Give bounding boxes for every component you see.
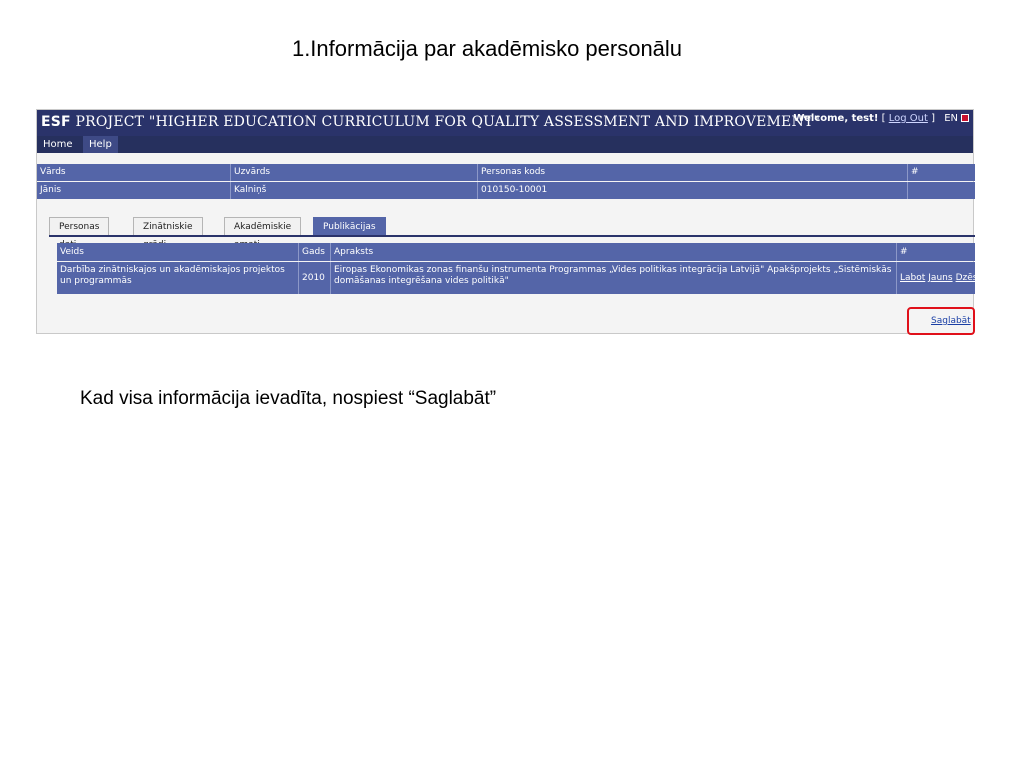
welcome-text: Welcome, test!: [793, 113, 879, 124]
column-header-apraksts: Apraksts: [331, 243, 897, 261]
column-header-vards: Vārds: [37, 164, 231, 181]
edit-link[interactable]: Labot: [900, 273, 926, 283]
nav-help[interactable]: Help: [83, 136, 118, 153]
delete-link[interactable]: Dzēs: [955, 273, 978, 283]
slide-title: [0, 36, 1024, 62]
publications-header: [57, 243, 975, 261]
column-header-actions: #: [900, 247, 908, 257]
bracket-close: ]: [927, 113, 935, 124]
tab-zinatniskie-gradi[interactable]: Zinātniskie: [133, 217, 203, 235]
column-header-veids: Veids: [57, 243, 299, 261]
cell-uzvards: Kalniņš: [231, 182, 478, 199]
table-row: [57, 262, 978, 294]
column-header-personas-kods: Personas kods: [478, 164, 908, 181]
cell-gads: 2010: [299, 262, 331, 294]
cell-personas-kods: 010150-10001: [478, 182, 908, 199]
person-table-header: [37, 164, 975, 181]
save-area: [907, 307, 975, 335]
tab-personas-dati[interactable]: Personas: [49, 217, 109, 235]
slide-caption: Kad visa informācija ievadīta, nospiest “Saglabāt”: [80, 388, 497, 409]
cell-hash: [908, 182, 975, 199]
column-header-uzvards: Uzvārds: [231, 164, 478, 181]
esf-logo-text: ESF: [41, 114, 71, 130]
cell-apraksts: Eiropas Ekonomikas zonas finanšu instrumenta Programmas „Vides politikas integrācija Latvijā" Apakšprojekts „Sistēmiskās domāšanas integrēšana vides politikā": [331, 262, 897, 294]
tab-publikacijas[interactable]: Publikācijas: [313, 217, 386, 235]
cell-vards: Jānis: [37, 182, 231, 199]
welcome-area: [793, 113, 969, 124]
tab-akademiskie-amati[interactable]: Akadēmiskie: [224, 217, 301, 235]
app-window: [36, 109, 978, 334]
project-title: [41, 114, 820, 130]
bracket-open: [: [878, 113, 889, 124]
column-header-hash: #: [911, 167, 919, 177]
column-header-gads: Gads: [299, 243, 331, 261]
main-nav: [37, 136, 973, 153]
nav-home[interactable]: Home: [37, 136, 79, 153]
slide-title-text: 1.Informācija par akadēmisko personālu: [291, 36, 683, 61]
project-title-text: PROJECT "HIGHER EDUCATION CURRICULUM FOR QUALITY ASSESSMENT AND IMPROVEMENT": [70, 114, 821, 130]
new-link[interactable]: Jauns: [928, 273, 953, 283]
save-link[interactable]: Saglabāt: [931, 316, 971, 326]
cell-veids: Darbība zinātniskajos un akadēmiskajos projektos un programmās: [57, 262, 299, 294]
uk-flag-icon[interactable]: [961, 114, 969, 122]
person-table-row: [37, 182, 975, 199]
tab-underline: [49, 235, 975, 237]
header-banner: [37, 110, 973, 136]
logout-link[interactable]: Log Out: [888, 113, 928, 124]
language-selector[interactable]: EN: [944, 113, 958, 124]
cell-actions: [897, 262, 978, 294]
